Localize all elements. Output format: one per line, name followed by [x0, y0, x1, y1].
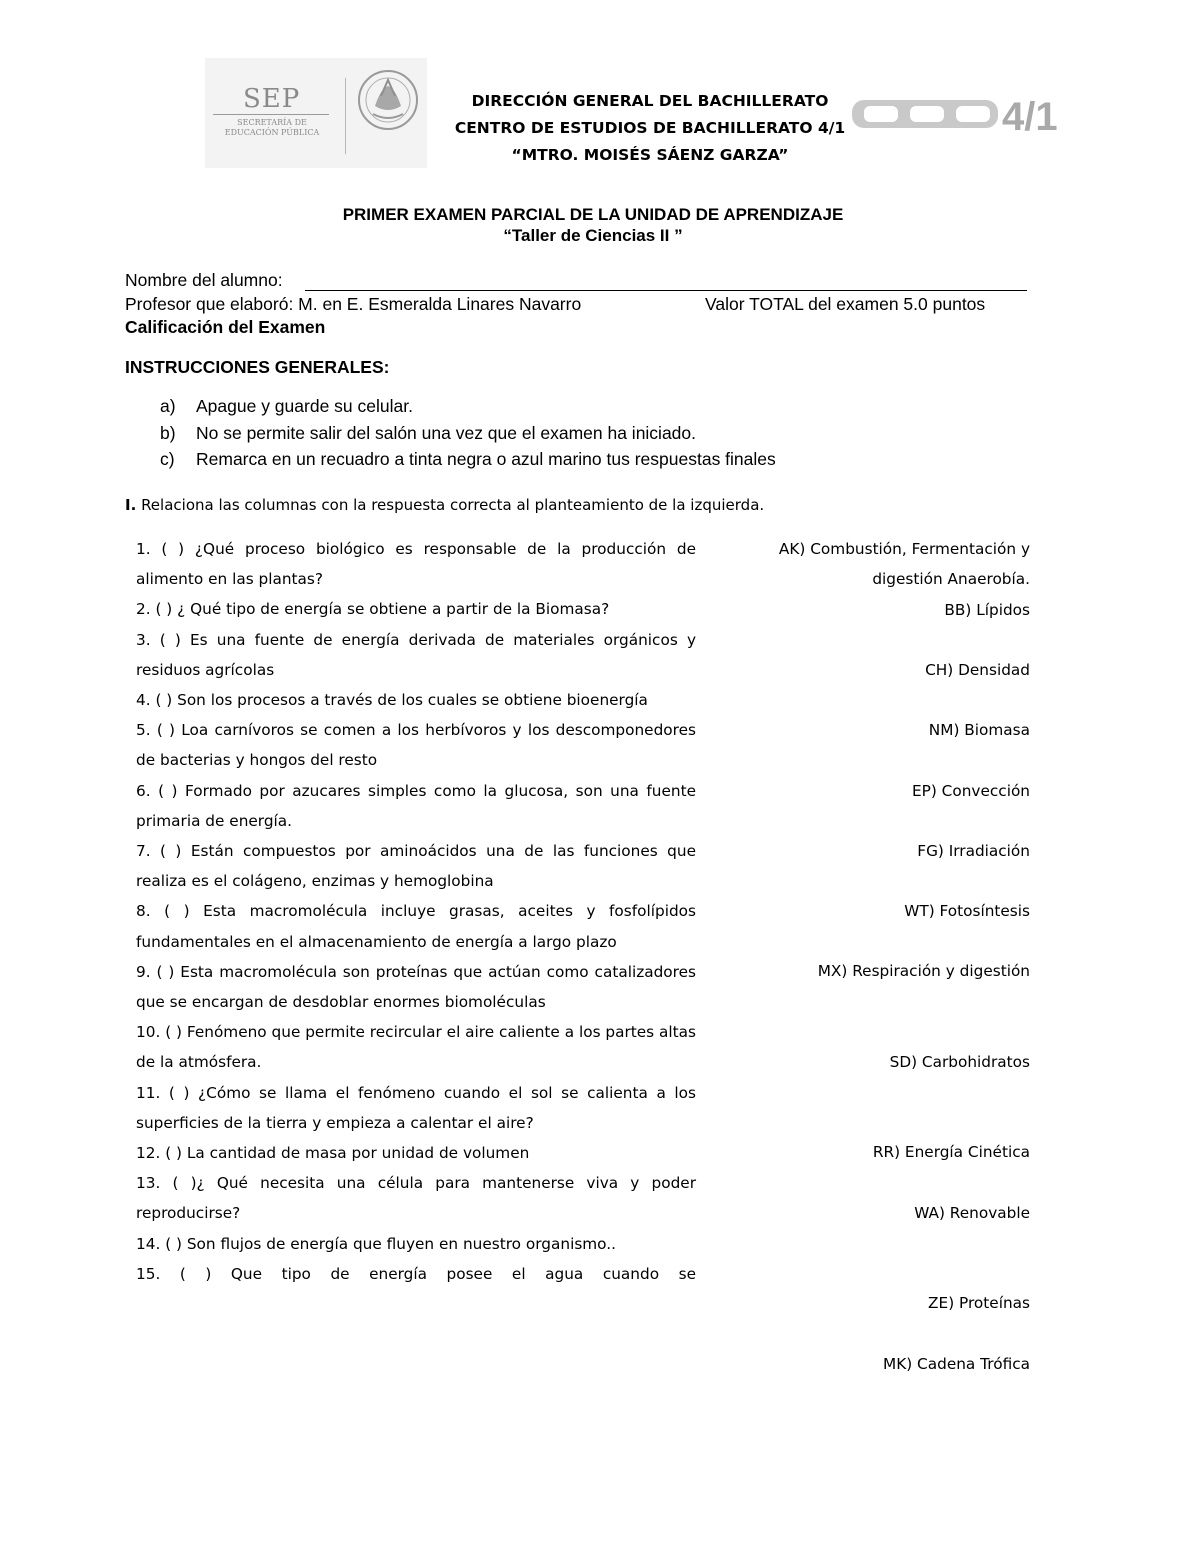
questions-column: [136, 534, 696, 1289]
section-1-intro: [125, 496, 764, 514]
question-item: 1. ( ) ¿Qué proceso biológico es responsable de la producción de alimento en las plantas?: [136, 540, 696, 589]
institution-line-2: CENTRO DE ESTUDIOS DE BACHILLERATO 4/1: [454, 119, 846, 137]
question-item: 15. ( ) Que tipo de energía posee el agua cuando se: [136, 1264, 696, 1283]
question-item: 5. ( ) Loa carnívoros se comen a los herbívoros y los descomponedores de bacterias y hongos del resto: [136, 721, 696, 770]
svg-text:4/1: 4/1: [1002, 95, 1058, 136]
grade-label: Calificación del Examen: [125, 317, 326, 337]
section-1-instruction: Relaciona las columnas con la respuesta correcta al planteamiento de la izquierda.: [141, 496, 765, 514]
answer-item: ZE) Proteínas: [928, 1294, 1030, 1312]
question-item: 9. ( ) Esta macromolécula son proteínas que actúan como catalizadores que se encargan de desdoblar enormes biomoléculas: [136, 962, 696, 1012]
sep-logo-divider: [345, 78, 346, 154]
answer-item: MK) Cadena Trófica: [883, 1355, 1030, 1373]
sep-logo-rule: [213, 114, 329, 115]
institution-line-3: “MTRO. MOISÉS SÁENZ GARZA”: [511, 146, 789, 164]
section-1-numeral: I.: [125, 496, 137, 514]
question-item: 4. ( ) Son los procesos a través de los cuales se obtiene bioenergía: [136, 691, 648, 710]
instructions-heading: INSTRUCCIONES GENERALES:: [125, 357, 390, 377]
sep-logo-word: SEP: [243, 84, 301, 114]
sep-logo-subtitle: SECRETARÍA DE EDUCACIÓN PÚBLICA: [224, 118, 320, 137]
instruction-item: a) Apague y guarde su celular.: [160, 396, 413, 416]
instruction-item: b) No se permite salir del salón una vez que el examen ha iniciado.: [160, 423, 697, 443]
answer-item: FG) Irradiación: [917, 842, 1030, 860]
answer-item: AK) Combustión, Fermentación y digestión Anaerobía.: [778, 540, 1030, 589]
question-item: 6. ( ) Formado por azucares simples como la glucosa, son una fuente primaria de energía.: [136, 781, 696, 830]
answer-item: CH) Densidad: [925, 661, 1030, 679]
student-name-field[interactable]: [305, 290, 1027, 291]
answer-item: BB) Lípidos: [944, 601, 1030, 619]
question-item: 10. ( ) Fenómeno que permite recircular el aire caliente a los partes altas de la atmósfera.: [136, 1023, 696, 1072]
answer-item: WT) Fotosíntesis: [904, 902, 1030, 920]
answer-item: SD) Carbohidratos: [889, 1053, 1030, 1071]
exam-title: PRIMER EXAMEN PARCIAL DE LA UNIDAD DE APRENDIZAJE: [342, 205, 844, 224]
teacher-label: Profesor que elaboró: M. en E. Esmeralda Linares Navarro: [125, 294, 582, 314]
total-value: Valor TOTAL del examen 5.0 puntos: [705, 294, 986, 314]
question-item: 7. ( ) Están compuestos por aminoácidos una de las funciones que realiza es el colágeno, enzimas y hemoglobina: [136, 842, 696, 891]
national-seal-icon: [357, 66, 419, 152]
question-item: 14. ( ) Son flujos de energía que fluyen en nuestro organismo..: [136, 1234, 616, 1253]
question-item: 13. ( )¿ Qué necesita una célula para mantenerse viva y poder reproducirse?: [136, 1174, 696, 1223]
exam-title-block: [120, 204, 1066, 246]
answer-item: NM) Biomasa: [928, 721, 1030, 739]
student-name-label: Nombre del alumno:: [125, 270, 283, 290]
question-item: 2. ( ) ¿ Qué tipo de energía se obtiene a partir de la Biomasa?: [136, 600, 610, 619]
question-item: 3. ( ) Es una fuente de energía derivada de materiales orgánicos y residuos agrícolas: [136, 630, 696, 679]
answer-item: RR) Energía Cinética: [872, 1143, 1030, 1161]
question-item: 11. ( ) ¿Cómo se llama el fenómeno cuando el sol se calienta a los superficies de la tierra y empieza a calentar el aire?: [136, 1083, 696, 1132]
sep-logo: [205, 58, 427, 168]
question-item: 8. ( ) Esta macromolécula incluye grasas, aceites y fosfolípidos fundamentales en el almacenamiento de energía a largo plazo: [136, 902, 696, 951]
instruction-item: c) Remarca en un recuadro a tinta negra o azul marino tus respuestas finales: [160, 449, 776, 469]
answer-item: EP) Convección: [911, 782, 1030, 800]
exam-subtitle: “Taller de Ciencias II ”: [503, 226, 683, 245]
institution-line-1: DIRECCIÓN GENERAL DEL BACHILLERATO: [471, 92, 829, 110]
institution-header: [420, 88, 880, 169]
answer-item: MX) Respiración y digestión: [817, 962, 1030, 980]
question-item: 12. ( ) La cantidad de masa por unidad de volumen: [136, 1144, 530, 1163]
answer-item: WA) Renovable: [914, 1204, 1030, 1222]
ceb-logo: [848, 92, 1058, 136]
